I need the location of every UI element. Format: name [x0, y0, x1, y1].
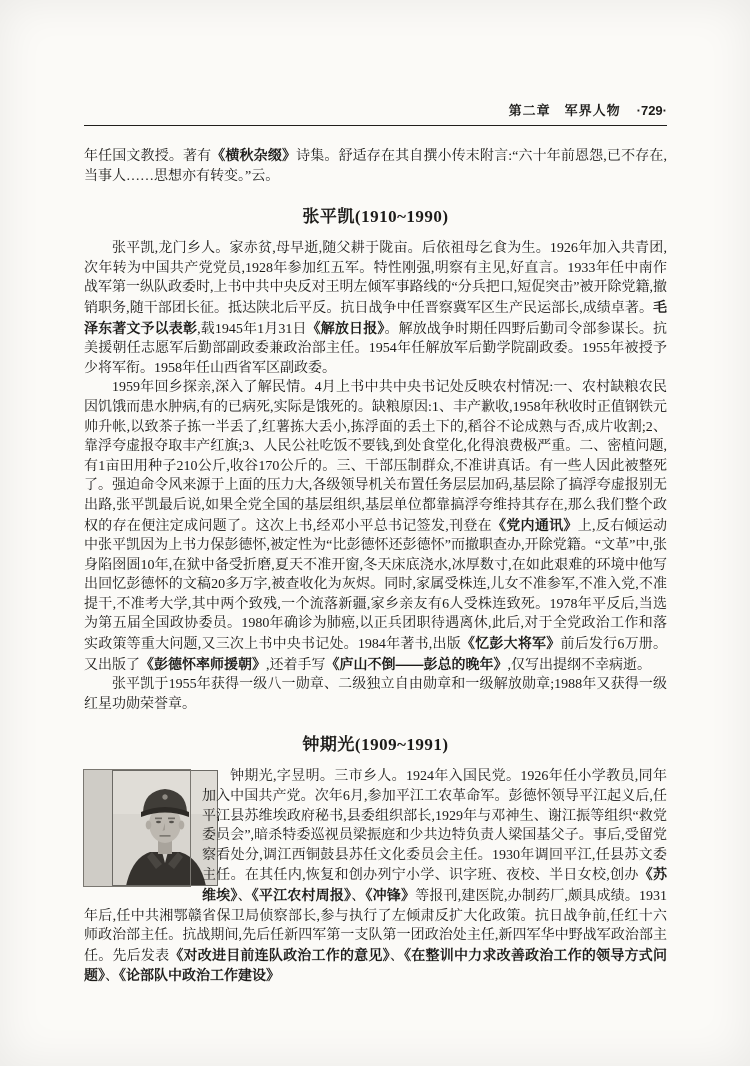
biography-paragraph: 1959年回乡探亲,深入了解民情。4月上书中共中央书记处反映农村情况:一、农村缺粮农民因饥饿而患水肿病,有的已病死,实际是饿死的。缺粮原因:1、丰产歉收,1958年秋收时正值钢铁元帅升帐,以致茶子拣一半丢了,红薯拣大丢小,拣浮面的丢土下的,稻谷不论成熟与否,成片收割;2、靠浮夸虚报夺取丰产红旗;3、人民公社吃饭不要钱,到处食堂化,化得浪费极严重。二、密植问题,有1亩田用种子210公斤,收谷170公斤的。三、干部压制群众,不准讲真话。有一些人因此被整死了。强迫命令风来源于上面的压力大,各级领导机关布置任务层层加码,基层除了搞浮夸虚报别无出路,张平凯最后说,如果全党全国的基层组织,基层单位都靠搞浮夸维持其存在,那么我们整个政权的存在便注定成问题了。这次上书,经邓小平总书记签发,刊登在《党内通讯》上,反右倾运动中张平凯因为上书力保彭德怀,被定性为“比彭德怀还彭德怀”而撤职查办,开除党籍。“文革”中,张身陷囹圄10年,在狱中备受折磨,夏天不准开窗,冬天床底浇水,冰厚数寸,在如此艰难的环境中他写出回忆彭德怀的文稿20多万字,被查收化为灰烬。同时,家属受株连,儿女不准参军,不准入党,不准提干,不准考大学,其中两个致残,一个流落新疆,家乡亲友有6人受株连致死。1978年平反后,当选为第五届全国政协委员。1980年确诊为肺癌,以正兵团职待遇离休,此后,对于全党政治工作和落实政策等重大问题,又三次上书中央书记处。1984年著书,出版《忆彭大将军》前后发行6万册。又出版了《彭德怀率师援朝》,还着手写《庐山不倒——彭总的晚年》,仅写出提纲不幸病逝。 [84, 380, 668, 673]
biography-paragraph: 张平凯,龙门乡人。家赤贫,母早逝,随父耕于陇亩。后依祖母乞食为生。1926年加入共青团,次年转为中国共产党党员,1928年参加红五军。特性刚强,明察有主见,好直言。1933年任中南作战军第一纵队政委时,上书中共中央反对王明左倾军事路线的“分兵把口,短促突击”被开除党籍,撤销职务,随干部团长征。抵达陕北后平反。抗日战争中任晋察冀军区生产民运部长,成绩卓著。毛泽东著文予以表彰,载1945年1月31日《解放日报》。解放战争时期任四野后勤司令部参谋长。抗美援朝任志愿军后勤部副政委兼政治部主任。1954年任解放军后勤学院副政委。1955年被授予少将军衔。1958年任山西省军区副政委。 [84, 241, 668, 376]
biography-paragraph-with-photo [84, 767, 667, 987]
portrait-photo-zhong-qiguang [84, 770, 190, 886]
entry-heading-zhang-pingkai: 张平凯(1910~1990) [302, 207, 449, 227]
chapter-title: 第二章 军界人物 [508, 103, 621, 118]
continuation-paragraph: 年任国文教授。著有《横秋杂缀》诗集。舒适存在其自撰小传末附言:“六十年前恩怨,已不存在,当事人……思想亦有转变。”云。 [84, 147, 667, 184]
entry-heading-zhong-qiguang: 钟期光(1909~1991) [302, 735, 449, 755]
biography-paragraph: 张平凯于1955年获得一级八一勋章、二级独立自由勋章和一级解放勋章;1988年又获得一级红星功勋荣誉章。 [84, 677, 667, 712]
biography-paragraph-text: 钟期光,字昱明。三市乡人。1924年入国民党。1926年任小学教员,同年加入中国共产党。次年6月,参加平江工农革命军。彭德怀领导平江起义后,任平江县苏维埃政府秘书,县委组织部长,1929年与邓神生、谢江振等组织“救党委员会”,暗杀特委巡视员梁振庭和少共边特负责人梁国基父子。事后,受留党察看处分,调江西铜鼓县苏任文化委员会主任。1930年调回平江,任县苏文委主任。在其任内,恢复和创办列宁小学、识字班、夜校、半日女校,创办《苏维埃》、《平江农村周报》、《冲锋》等报刊,建医院,办制药厂,颇具成绩。1931年后,任中共湘鄂赣省保卫局侦察部长,参与执行了左倾肃反扩大化政策。抗日战争前,任红十六师政治部主任。抗战期间,先后任新四军第一支队第一团政治处主任,新四军华中野战军政治部主任。先后发表《对改进目前连队政治工作的意见》、《在整训中力求改善政治工作的领导方式问题》、《论部队中政治工作建设》 [84, 769, 668, 985]
running-header [84, 100, 667, 126]
page-number: ·729· [636, 103, 667, 118]
